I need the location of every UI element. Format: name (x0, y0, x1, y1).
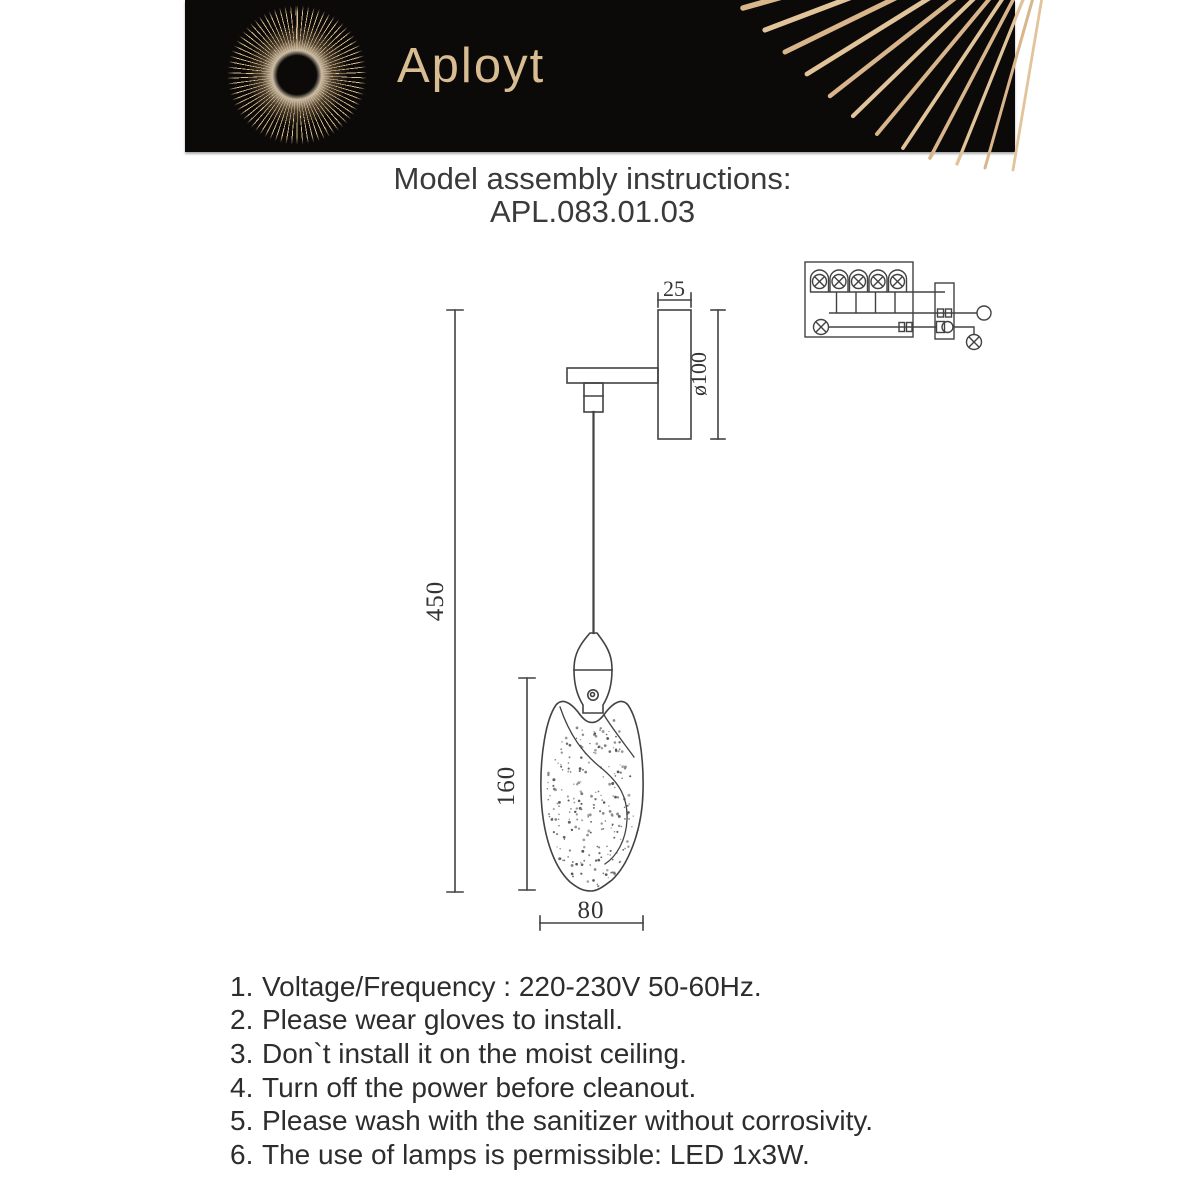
instruction-item (230, 970, 1010, 1004)
item-number: 6. (230, 1138, 254, 1170)
item-text: Please wash with the sanitizer without corrosivity. (262, 1105, 874, 1137)
wiring-diagram (795, 252, 1005, 357)
shade-vein (560, 707, 627, 864)
instruction-item (230, 1037, 1010, 1071)
instruction-item (230, 1104, 1010, 1138)
dim-label-d100: ø100 (686, 352, 711, 396)
page-title: Model assembly instructions: (393, 161, 792, 196)
lamp-holder (574, 633, 612, 670)
item-text: Don`t install it on the moist ceiling. (262, 1037, 687, 1069)
bulb-symbol (977, 306, 991, 320)
shade-speckles (547, 719, 634, 887)
item-number: 4. (230, 1071, 254, 1103)
instruction-item (230, 1004, 1010, 1038)
item-text: The use of lamps is permissible: LED 1x3W. (262, 1138, 810, 1170)
rays-decoration-icon (185, 0, 1015, 152)
item-number: 1. (230, 970, 254, 1002)
item-number: 5. (230, 1105, 254, 1137)
instruction-item (230, 1138, 1010, 1172)
dim-label-25: 25 (663, 276, 685, 301)
wall-arm (567, 368, 658, 383)
brand-name: Aployt (397, 39, 546, 93)
dim-label-160: 160 (493, 765, 520, 807)
item-text: Please wear gloves to install. (262, 1004, 624, 1036)
holder-screw (588, 690, 598, 700)
instructions-list (230, 970, 1010, 1172)
cord-canopy (584, 383, 603, 412)
lamp-technical-drawing (422, 255, 750, 945)
brand-banner (185, 0, 1015, 152)
title-block (185, 162, 1000, 228)
model-number: APL.083.01.03 (489, 194, 696, 229)
item-number: 2. (230, 1004, 254, 1036)
item-number: 3. (230, 1037, 254, 1069)
dim-label-450: 450 (422, 580, 449, 622)
instruction-item (230, 1071, 1010, 1105)
item-text: Voltage/Frequency : 220-230V 50-60Hz. (262, 970, 762, 1002)
item-text: Turn off the power before cleanout. (262, 1071, 697, 1103)
dim-label-80: 80 (577, 897, 605, 924)
wiring-box (805, 262, 913, 337)
